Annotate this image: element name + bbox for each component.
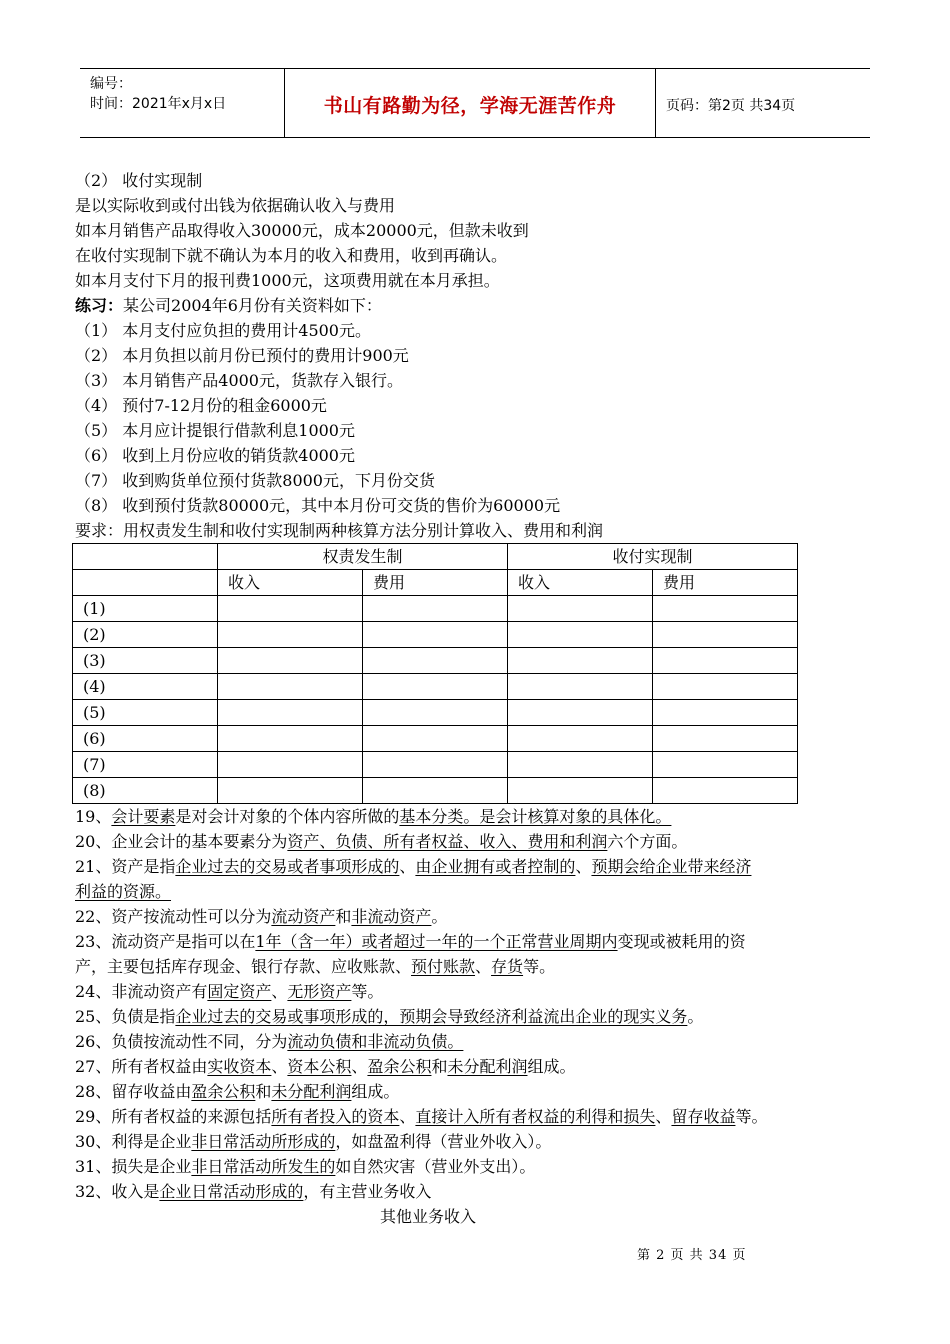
row-label: (4) <box>73 674 218 700</box>
point-22 <box>75 904 895 929</box>
text: 28、留存收益由 <box>75 1082 192 1101</box>
underlined-term: 无形资产 <box>287 982 352 1001</box>
underlined-term: 存货 <box>491 957 524 976</box>
underlined-term: 所有者投入的资本 <box>271 1107 400 1126</box>
text: 20、企业会计的基本要素分为 <box>75 832 288 851</box>
point-27 <box>75 1054 895 1079</box>
table-row <box>73 596 798 622</box>
expense-header: 费用 <box>653 570 798 596</box>
underlined-term: 留存收益 <box>671 1107 736 1126</box>
text: 六个方面。 <box>607 832 688 851</box>
header-page-cell <box>656 69 870 137</box>
text: 31、损失是企业 <box>75 1157 192 1176</box>
intro-line: （2） 收付实现制 <box>75 171 203 190</box>
underlined-term: 1年（含一年）或者超过一年的一个正常营业周期内 <box>255 932 618 951</box>
table-cell <box>218 700 363 726</box>
page-footer: 第 2 页 共 34 页 <box>637 1248 747 1263</box>
exercise-heading <box>75 293 895 318</box>
text: 24、非流动资产有 <box>75 982 208 1001</box>
table-cell <box>653 596 798 622</box>
table-cell <box>363 726 508 752</box>
intro-line: 如本月销售产品取得收入30000元，成本20000元，但款未收到 <box>75 221 529 240</box>
table-cell <box>218 778 363 804</box>
table-cell <box>508 596 653 622</box>
table-cell <box>653 726 798 752</box>
point-21-cont <box>75 879 895 904</box>
text: 、 <box>271 1057 288 1076</box>
number-label: 编号： <box>90 76 132 92</box>
underlined-term: 资本公积 <box>287 1057 352 1076</box>
text: 变现或被耗用的资 <box>617 932 746 951</box>
table-cell <box>653 778 798 804</box>
text: 30、利得是企业 <box>75 1132 192 1151</box>
text: 等。 <box>351 982 384 1001</box>
text: 和 <box>335 907 352 926</box>
table-cell <box>508 700 653 726</box>
income-header: 收入 <box>508 570 653 596</box>
table-cell <box>653 674 798 700</box>
intro-line: 如本月支付下月的报刊费1000元，这项费用就在本月承担。 <box>75 271 500 290</box>
exercise-item: （5） 本月应计提银行借款利息1000元 <box>75 421 355 440</box>
requirement: 要求：用权责发生制和收付实现制两种核算方法分别计算收入、费用和利润 <box>75 521 604 540</box>
underlined-term: 未分配利润 <box>447 1057 528 1076</box>
table-cell <box>218 674 363 700</box>
point-25 <box>75 1004 895 1029</box>
point-30 <box>75 1129 895 1154</box>
point-28 <box>75 1079 895 1104</box>
table-cell <box>508 674 653 700</box>
table-row <box>73 622 798 648</box>
exercise-item: （1） 本月支付应负担的费用计4500元。 <box>75 321 371 340</box>
table-cell <box>363 596 508 622</box>
table-cell <box>508 752 653 778</box>
page-header <box>80 68 870 138</box>
table-row <box>73 700 798 726</box>
underlined-term: 非日常活动所形成的 <box>191 1132 336 1151</box>
table-cell <box>363 622 508 648</box>
text: 23、流动资产是指可以在 <box>75 932 256 951</box>
table-cell <box>218 596 363 622</box>
intro-line: 在收付实现制下就不确认为本月的收入和费用，收到再确认。 <box>75 246 508 265</box>
table-row <box>73 648 798 674</box>
row-label: (6) <box>73 726 218 752</box>
table-cell <box>218 622 363 648</box>
underlined-term: 基本分类。是会计核算对象的具体化。 <box>399 807 672 826</box>
table-row <box>73 726 798 752</box>
text: ，如盘盈利得（营业外收入）。 <box>335 1132 552 1151</box>
text: 27、所有者权益由 <box>75 1057 208 1076</box>
table-cell <box>363 674 508 700</box>
text: 产，主要包括库存现金、银行存款、应收账款、 <box>75 957 412 976</box>
point-20 <box>75 829 895 854</box>
table-cell <box>363 778 508 804</box>
underlined-term: 资产、负债、所有者权益、收入、费用和利润 <box>287 832 608 851</box>
underlined-term: 非流动资产 <box>351 907 432 926</box>
underlined-term: 直接计入所有者权益的利得和损失 <box>415 1107 656 1126</box>
underlined-term: 未分配利润 <box>271 1082 352 1101</box>
exercise-item: （4） 预付7-12月份的租金6000元 <box>75 396 327 415</box>
row-label: (1) <box>73 596 218 622</box>
underlined-term: 由企业拥有或者控制的 <box>415 857 576 876</box>
underlined-term: 流动负债和非流动负债。 <box>287 1032 464 1051</box>
table-row <box>73 752 798 778</box>
expense-header: 费用 <box>363 570 508 596</box>
point-19 <box>75 804 895 829</box>
text: 、 <box>399 1107 416 1126</box>
underlined-term: 企业过去的交易或事项形成的，预期会导致经济利益流出企业的现实义务 <box>175 1007 688 1026</box>
cash-header: 收付实现制 <box>508 544 798 570</box>
underlined-term: 利益的资源。 <box>75 882 172 901</box>
text: 、 <box>351 1057 368 1076</box>
table-cell <box>653 622 798 648</box>
answer-table <box>72 543 798 804</box>
text: 29、所有者权益的来源包括 <box>75 1107 272 1126</box>
motto: 书山有路勤为径，学海无涯苦作舟 <box>323 95 617 117</box>
underlined-term: 预期会给企业带来经济 <box>591 857 752 876</box>
table-cell <box>653 700 798 726</box>
underlined-term: 固定资产 <box>207 982 272 1001</box>
row-label: (5) <box>73 700 218 726</box>
text: 和 <box>255 1082 272 1101</box>
table-cell <box>508 778 653 804</box>
header-info <box>80 69 285 137</box>
income-header: 收入 <box>218 570 363 596</box>
table-cell <box>653 752 798 778</box>
table-cell <box>508 726 653 752</box>
accrual-header: 权责发生制 <box>218 544 508 570</box>
table-cell <box>363 752 508 778</box>
row-label: (8) <box>73 778 218 804</box>
text: 如自然灾害（营业外支出）。 <box>335 1157 536 1176</box>
text: 21、资产是指 <box>75 857 176 876</box>
text: 、 <box>271 982 288 1001</box>
point-29 <box>75 1104 895 1129</box>
header-motto-cell <box>285 69 656 137</box>
table-cell <box>73 570 218 596</box>
point-32 <box>75 1179 895 1204</box>
row-label: (3) <box>73 648 218 674</box>
table-cell <box>508 622 653 648</box>
text: 、 <box>475 957 492 976</box>
page-label: 页码：第2页 共34页 <box>666 98 796 114</box>
table-subheader-row <box>73 570 798 596</box>
intro-line: 是以实际收到或付出钱为依据确认收入与费用 <box>75 196 396 215</box>
text: 等。 <box>735 1107 768 1126</box>
exercise-item: （8） 收到预付货款80000元，其中本月份可交货的售价为60000元 <box>75 496 561 515</box>
underlined-term: 实收资本 <box>207 1057 272 1076</box>
exercise-item: （3） 本月销售产品4000元，货款存入银行。 <box>75 371 403 390</box>
text: 25、负债是指 <box>75 1007 176 1026</box>
text: 32、收入是 <box>75 1182 160 1201</box>
point-24 <box>75 979 895 1004</box>
text: 、 <box>399 857 416 876</box>
point-32-cont: 其他业务收入 <box>380 1207 477 1226</box>
underlined-term: 非日常活动所发生的 <box>191 1157 336 1176</box>
table-row <box>73 778 798 804</box>
point-31 <box>75 1154 895 1179</box>
text: 组成。 <box>351 1082 400 1101</box>
underlined-term: 盈余公积 <box>191 1082 256 1101</box>
text: 等。 <box>523 957 556 976</box>
text: 是对会计对象的个体内容所做的 <box>175 807 400 826</box>
exercise-item: （6） 收到上月份应收的销货款4000元 <box>75 446 355 465</box>
row-label: (7) <box>73 752 218 778</box>
table-corner-cell <box>73 544 218 570</box>
point-26 <box>75 1029 895 1054</box>
exercise-text: 某公司2004年6月份有关资料如下： <box>123 296 382 315</box>
underlined-term: 盈余公积 <box>367 1057 432 1076</box>
text: ，有主营业务收入 <box>303 1182 432 1201</box>
time-label: 时间：2021年x月x日 <box>90 96 227 112</box>
table-cell <box>218 752 363 778</box>
text: 。 <box>431 907 448 926</box>
text: 。 <box>687 1007 704 1026</box>
underlined-term: 预付账款 <box>411 957 476 976</box>
underlined-term: 会计要素 <box>111 807 176 826</box>
document-body <box>75 168 895 1229</box>
table-cell <box>508 648 653 674</box>
table-row <box>73 674 798 700</box>
table-header-row <box>73 544 798 570</box>
point-21 <box>75 854 895 879</box>
text: 22、资产按流动性可以分为 <box>75 907 272 926</box>
table-cell <box>218 648 363 674</box>
table-cell <box>218 726 363 752</box>
exercise-item: （7） 收到购货单位预付货款8000元，下月份交货 <box>75 471 435 490</box>
text: 和 <box>431 1057 448 1076</box>
table-cell <box>363 700 508 726</box>
text: 19、 <box>75 807 112 826</box>
table-cell <box>653 648 798 674</box>
underlined-term: 流动资产 <box>271 907 336 926</box>
table-cell <box>363 648 508 674</box>
exercise-label: 练习： <box>75 296 124 315</box>
underlined-term: 企业日常活动形成的 <box>159 1182 304 1201</box>
exercise-item: （2） 本月负担以前月份已预付的费用计900元 <box>75 346 409 365</box>
text: 、 <box>575 857 592 876</box>
point-23-cont <box>75 954 895 979</box>
text: 26、负债按流动性不同，分为 <box>75 1032 288 1051</box>
underlined-term: 企业过去的交易或者事项形成的 <box>175 857 400 876</box>
row-label: (2) <box>73 622 218 648</box>
point-23 <box>75 929 895 954</box>
text: 、 <box>655 1107 672 1126</box>
text: 组成。 <box>527 1057 576 1076</box>
